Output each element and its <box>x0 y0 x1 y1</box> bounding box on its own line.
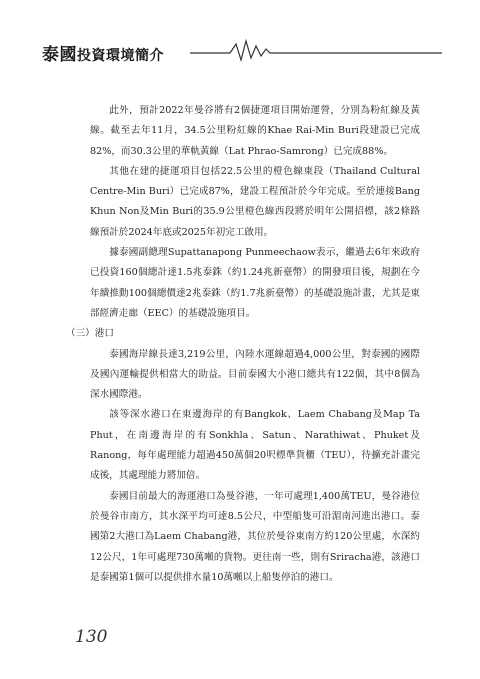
paragraph: 泰國目前最大的海運港口為曼谷港，一年可處理1,400萬TEU，曼谷港位於曼谷市南方，其水深平均可達8.5公尺，中型船隻可沿湄南河進出港口。泰國第2大港口為Laem Chabang港，其位於曼谷東南方約120公里處，水深約12公尺，1年可處理730萬噸的貨物。更往南一些，則有Sriracha港，該港口是泰國第1個可以提供排水量10萬噸以上船隻停泊的港口。 <box>90 490 420 583</box>
paragraph: 泰國海岸線長達3,219公里，內陸水運線超過4,000公里，對泰國的國際及國內運輸提供相當大的助益。目前泰國大小港口總共有122個，其中8個為深水國際港。 <box>90 348 420 401</box>
paragraph: 據泰國副總理Supattanapong Punmeechaow表示，繼過去6年來政府已投資160個總計達1.5兆泰銖（約1.24兆新臺幣）的開發項目後，規劃在今年續推動100個總價達2兆泰銖（約1.7兆新臺幣）的基礎設施計畫，尤其是東部經濟走廊（EEC）的基礎設施項目。 <box>90 247 420 319</box>
header-wave-line <box>190 38 442 62</box>
header-title <box>42 40 164 65</box>
header-title-sub: 投資環境簡介 <box>77 48 164 64</box>
section-heading: （三）港口 <box>66 328 114 340</box>
paragraph: 此外，預計2022年曼谷將有2個捷運項目開始運營，分別為粉紅線及黃線。截至去年11月，34.5公里粉紅線的Khae Rai-Min Buri段建設已完成82%，而30.3公里的華軌黃線（Lat Phrao-Samrong）已完成88%。 <box>90 105 420 157</box>
paragraph: 該等深水港口在東邊海岸的有Bangkok、Laem Chabang及Map Ta Phut，在南邊海岸的有Sonkhla、Satun、Narathiwat、Phuket及Ranong，每年處理能力超過450萬個20呎標準貨櫃（TEU），待擴充計畫完成後，其處理能力將加倍。 <box>90 409 420 482</box>
page-number: 130 <box>75 627 108 647</box>
running-header <box>42 38 442 65</box>
body-text <box>66 101 420 588</box>
header-title-main: 泰國 <box>42 45 77 65</box>
paragraph: 其他在建的捷運項目包括22.5公里的橙色線東段（Thailand Cultural Centre-Min Buri）已完成87%，建設工程預計於今年完成。至於連接Bang Khun Non及Min Buri的35.9公里橙色線西段將於明年公開招標，該2條路線預計於2024年底或2025年初完工啟用。 <box>90 165 420 238</box>
